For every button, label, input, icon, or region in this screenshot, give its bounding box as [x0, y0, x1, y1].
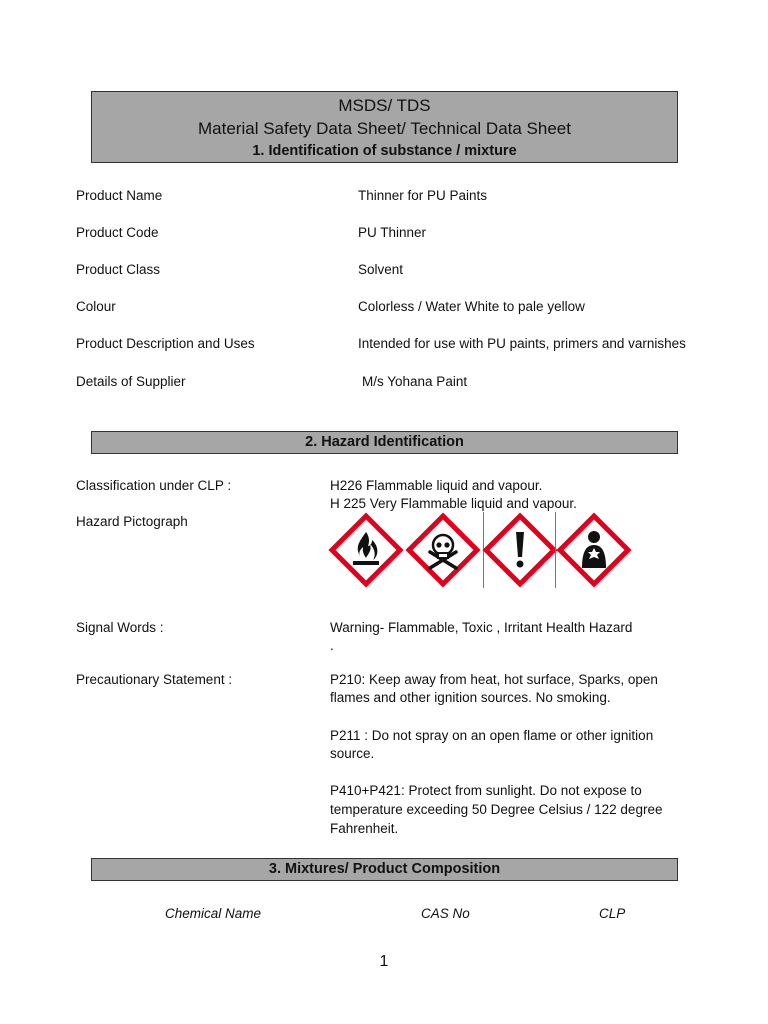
p410-line-3: Fahrenheit.	[330, 821, 399, 836]
health-hazard-icon	[556, 512, 632, 588]
product-code-value: PU Thinner	[358, 225, 427, 240]
column-clp: CLP	[599, 906, 626, 921]
colour-label: Colour	[76, 299, 116, 314]
description-label: Product Description and Uses	[76, 336, 255, 351]
p210-line-2: flames and other ignition sources. No smoking.	[330, 690, 611, 705]
product-code-label: Product Code	[76, 225, 159, 240]
doc-title-full: Material Safety Data Sheet/ Technical Data Sheet	[198, 119, 571, 138]
classification-line-1: H226 Flammable liquid and vapour.	[330, 478, 543, 493]
section-3-title: 3. Mixtures/ Product Composition	[91, 858, 678, 881]
doc-title-short: MSDS/ TDS	[338, 96, 431, 115]
classification-line-2: H 225 Very Flammable liquid and vapour.	[330, 496, 577, 511]
flame-icon	[328, 512, 404, 588]
p211-line-1: P211 : Do not spray on an open flame or other ignition	[330, 728, 654, 743]
exclamation-icon	[482, 512, 558, 588]
product-class-value: Solvent	[358, 262, 404, 277]
section-2-title: 2. Hazard Identification	[91, 431, 678, 454]
description-value: Intended for use with PU paints, primers and varnishes	[358, 336, 686, 351]
product-class-label: Product Class	[76, 262, 161, 277]
precautionary-label: Precautionary Statement :	[76, 672, 233, 687]
pictograph-label: Hazard Pictograph	[76, 514, 188, 529]
page-number: 1	[379, 953, 389, 970]
column-cas-no: CAS No	[421, 906, 470, 921]
supplier-label: Details of Supplier	[76, 374, 186, 389]
signal-words-label: Signal Words :	[76, 620, 164, 635]
p211-line-2: source.	[330, 746, 375, 761]
p410-line-2: temperature exceeding 50 Degree Celsius / 122 degree	[330, 802, 663, 817]
skull-crossbones-icon	[405, 512, 481, 588]
signal-words-value: Warning- Flammable, Toxic , Irritant Health Hazard	[330, 620, 633, 635]
signal-words-dot: .	[330, 638, 334, 653]
product-name-value: Thinner for PU Paints	[358, 188, 488, 203]
colour-value: Colorless / Water White to pale yellow	[358, 299, 585, 314]
section-1-title: 1. Identification of substance / mixture	[252, 143, 517, 159]
p210-line-1: P210: Keep away from heat, hot surface, Sparks, open	[330, 672, 658, 687]
document-header	[91, 91, 678, 163]
column-chemical-name: Chemical Name	[165, 906, 262, 921]
classification-label: Classification under CLP :	[76, 478, 232, 493]
product-name-label: Product Name	[76, 188, 163, 203]
supplier-value: M/s Yohana Paint	[362, 374, 468, 389]
p410-line-1: P410+P421: Protect from sunlight. Do not expose to	[330, 783, 642, 798]
